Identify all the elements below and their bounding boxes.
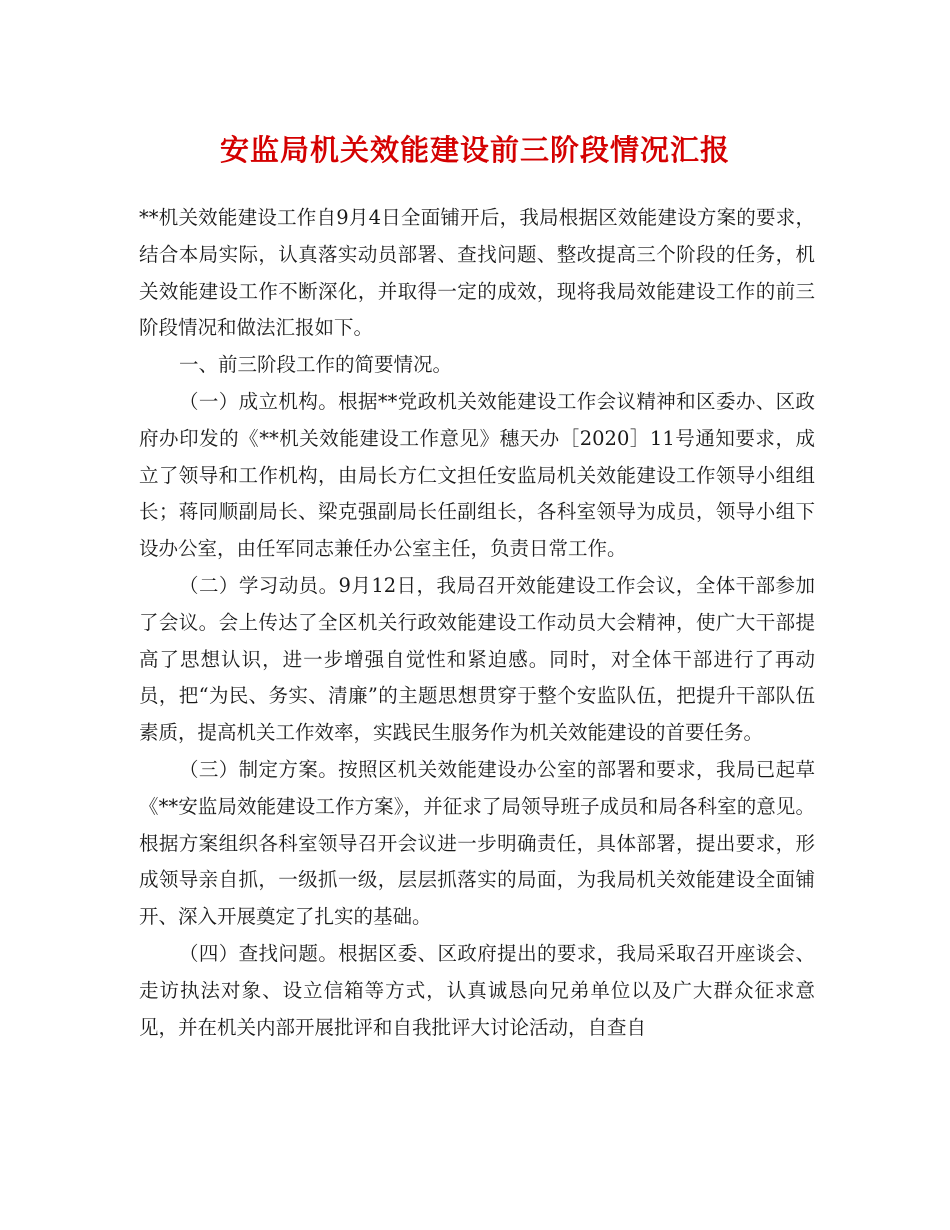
paragraph-intro: **机关效能建设工作自9月4日全面铺开后，我局根据区效能建设方案的要求，结合本局实际，认真落实动员部署、查找问题、整改提高三个阶段的任务，机关效能建设工作不断深化，并取得一定的成效，现将我局效能建设工作的前三阶段情况和做法汇报如下。 xyxy=(139,206,815,340)
paragraph-establish-organization: （一）成立机构。根据**党政机关效能建设工作会议精神和区委办、区政府办印发的《**机关效能建设工作意见》穗天办［2020］11号通知要求，成立了领导和工作机构，由局长方仁文担任安监局机关效能建设工作领导小组组长；蒋同顺副局长、梁克强副局长任副组长，各科室领导为成员，领导小组下设办公室，由任军同志兼任办公室主任，负责日常工作。 xyxy=(139,389,815,561)
paragraph-formulate-plan: （三）制定方案。按照区机关效能建设办公室的部署和要求，我局已起草《**安监局效能建设工作方案》，并征求了局领导班子成员和局各科室的意见。根据方案组织各科室领导召开会议进一步明确责任，具体部署，提出要求，形成领导亲自抓，一级抓一级，层层抓落实的局面，为我局机关效能建设全面铺开、深入开展奠定了扎实的基础。 xyxy=(139,757,815,929)
document-body xyxy=(139,200,815,1046)
section-heading-1: 一、前三阶段工作的简要情况。 xyxy=(179,353,453,377)
paragraph-find-problems: （四）查找问题。根据区委、区政府提出的要求，我局采取召开座谈会、走访执法对象、设立信箱等方式，认真诚恳向兄弟单位以及广大群众征求意见，并在机关内部开展批评和自我批评大讨论活动，自查自 xyxy=(139,941,815,1039)
document-title: 安监局机关效能建设前三阶段情况汇报 xyxy=(219,133,730,167)
paragraph-study-mobilization: （二）学习动员。9月12日，我局召开效能建设工作会议，全体干部参加了会议。会上传达了全区机关行政效能建设工作动员大会精神，使广大干部提高了思想认识，进一步增强自觉性和紧迫感。同时，对全体干部进行了再动员，把“为民、务实、清廉”的主题思想贯穿于整个安监队伍，把提升干部队伍素质，提高机关工作效率，实践民生服务作为机关效能建设的首要任务。 xyxy=(139,573,815,745)
